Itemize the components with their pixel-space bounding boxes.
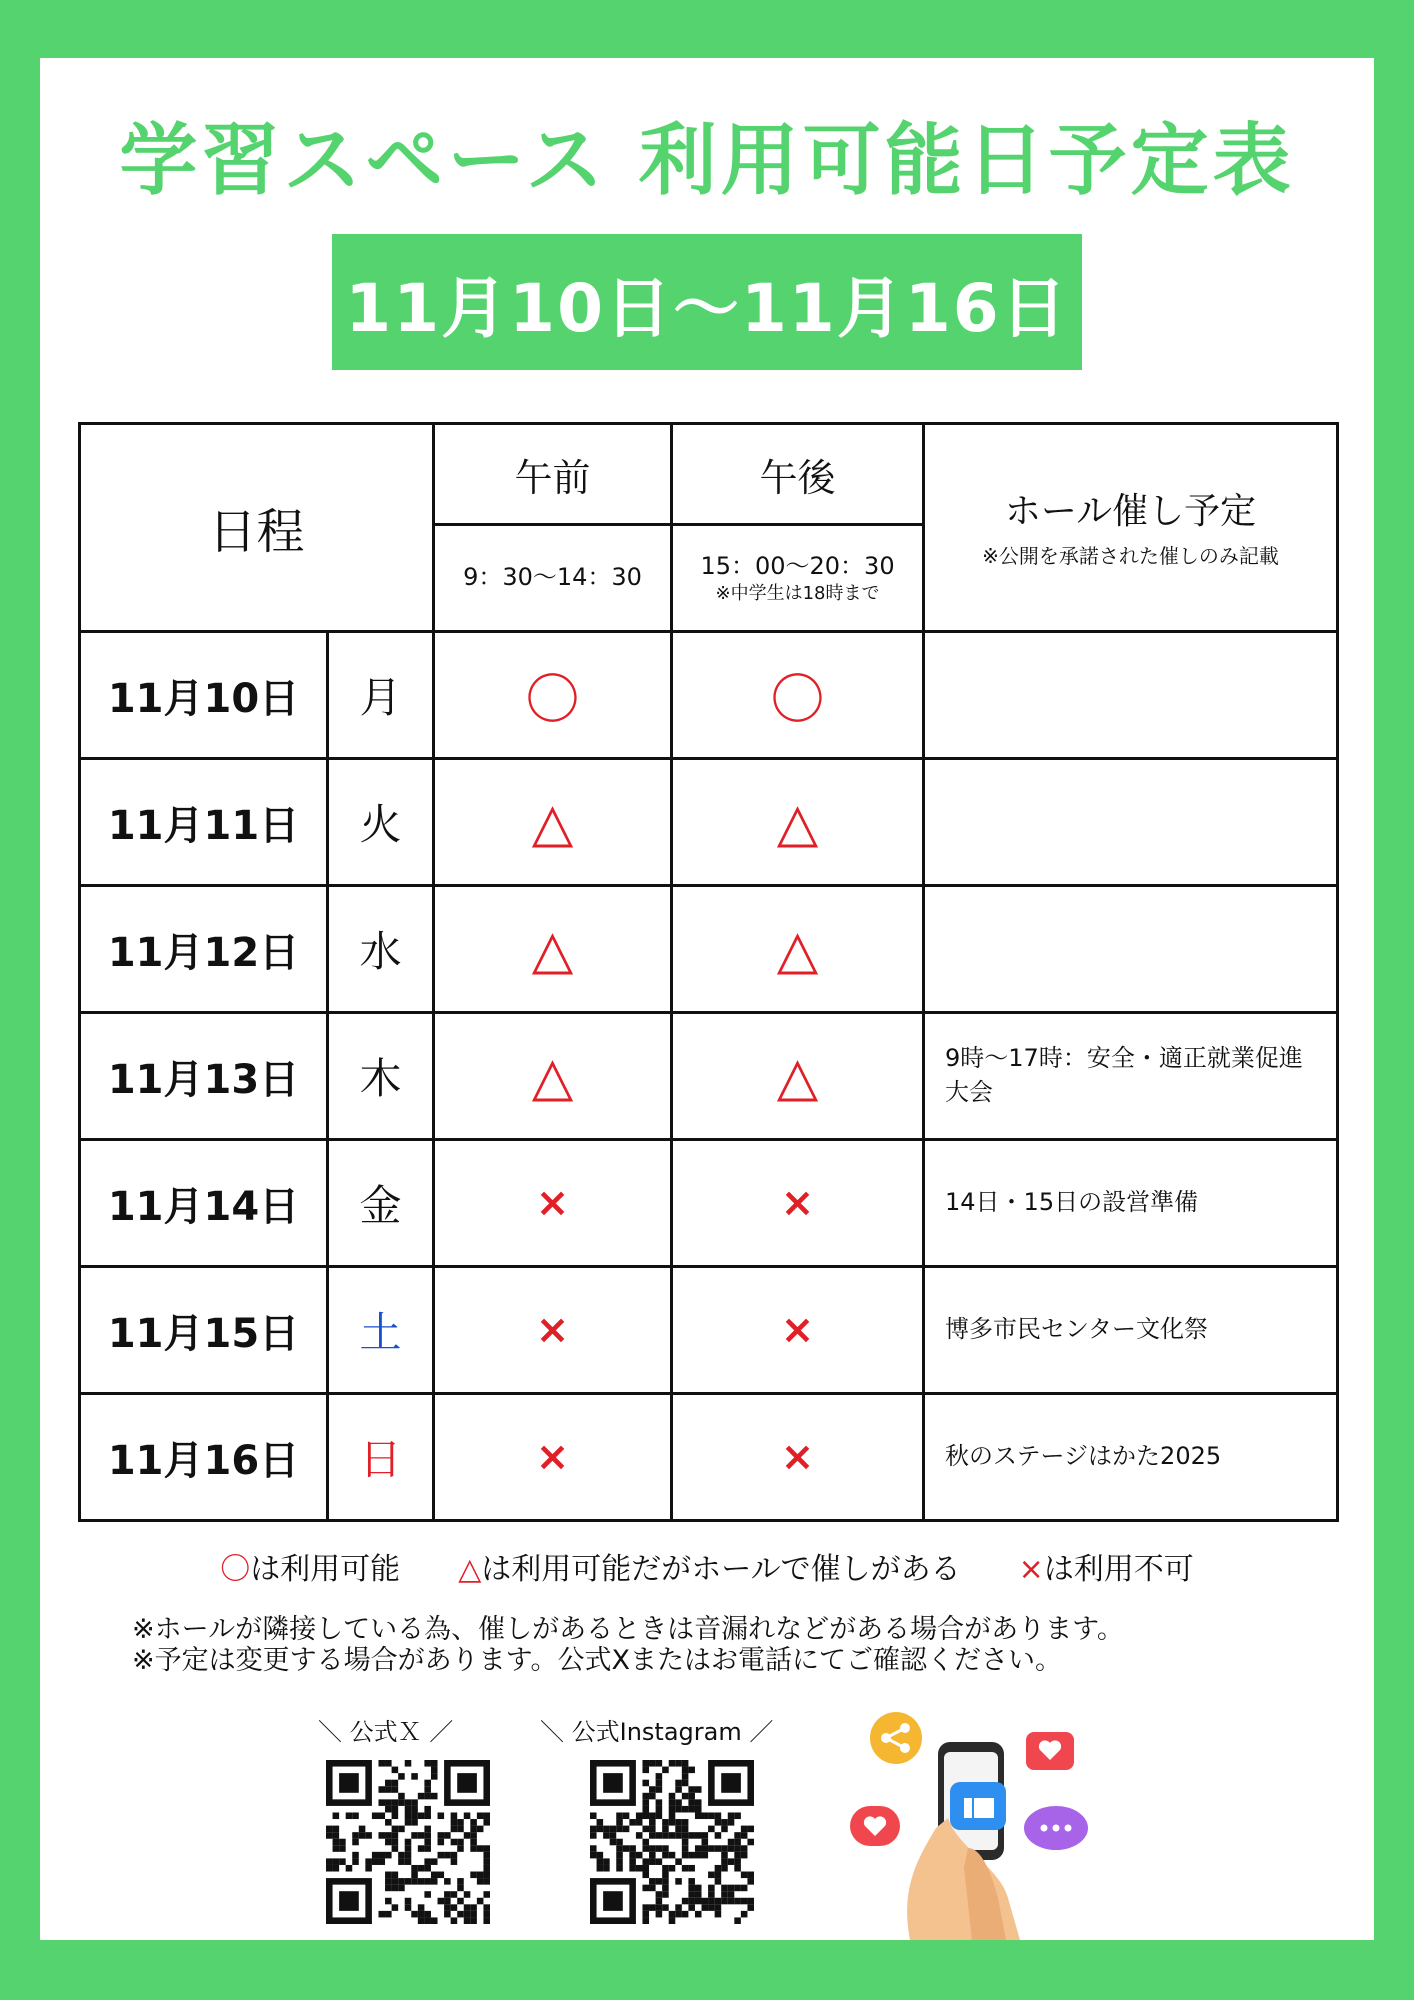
row-date: 11月14日 [80,1140,328,1267]
row-date: 11月15日 [80,1267,328,1394]
am-status-mark: △ [434,886,672,1013]
date-range-banner: 11月10日～11月16日 [332,234,1082,370]
flyer-sheet [40,58,1374,1940]
pm-status-mark: × [672,1140,924,1267]
row-date: 11月11日 [80,759,328,886]
like-bubble-icon [950,1782,1006,1830]
notes [132,1614,1124,1676]
table-row [80,1394,1338,1521]
heart-bubble-icon [850,1806,900,1846]
row-date: 11月16日 [80,1394,328,1521]
qr-x-label: ＼ 公式Ｘ ／ [318,1718,454,1746]
header-pm-time [672,525,924,632]
legend-cross-text: は利用不可 [1043,1552,1194,1587]
am-status-mark: 〇 [434,632,672,759]
row-date: 11月10日 [80,632,328,759]
pm-status-mark: × [672,1394,924,1521]
row-event [924,759,1338,886]
row-weekday: 水 [328,886,434,1013]
table-row [80,1267,1338,1394]
am-status-mark: × [434,1140,672,1267]
legend-circle [220,1544,400,1588]
header-pm-note: ※中学生は18時まで [715,582,880,604]
row-weekday: 木 [328,1013,434,1140]
qr-code-instagram-icon[interactable] [590,1760,754,1924]
header-hall [924,424,1338,632]
pm-status-mark: △ [672,886,924,1013]
row-weekday: 日 [328,1394,434,1521]
qr-instagram-label: ＼ 公式Instagram ／ [540,1718,774,1746]
row-date: 11月13日 [80,1013,328,1140]
table-row [80,632,1338,759]
row-weekday: 月 [328,632,434,759]
triangle-symbol: △ [458,1552,482,1587]
table-row [80,1013,1338,1140]
table-row [80,759,1338,886]
header-am-time: 9：30～14：30 [434,525,672,632]
row-event [924,632,1338,759]
row-weekday: 土 [328,1267,434,1394]
am-status-mark: △ [434,759,672,886]
table-row [80,1140,1338,1267]
pm-status-mark: △ [672,1013,924,1140]
header-pm-time-label: 15：00～20：30 [700,551,895,580]
header-pm: 午後 [672,424,924,525]
row-date: 11月12日 [80,886,328,1013]
row-event: 9時～17時：安全・適正就業促進大会 [924,1013,1338,1140]
header-am: 午前 [434,424,672,525]
row-event: 14日・15日の設営準備 [924,1140,1338,1267]
heart-bubble-icon [1026,1732,1074,1770]
pm-status-mark: × [672,1267,924,1394]
am-status-mark: × [434,1394,672,1521]
row-event: 秋のステージはかた2025 [924,1394,1338,1521]
table-row [80,886,1338,1013]
legend-triangle [458,1544,960,1588]
legend-triangle-text: は利用可能だがホールで催しがある [481,1552,961,1587]
cross-symbol: × [1018,1552,1044,1587]
pm-status-mark: △ [672,759,924,886]
row-event: 博多市民センター文化祭 [924,1267,1338,1394]
header-schedule: 日程 [80,424,434,632]
chat-bubble-icon [1024,1806,1088,1850]
note-line: ※予定は変更する場合があります。公式Xまたはお電話にてご確認ください。 [132,1645,1062,1676]
am-status-mark: △ [434,1013,672,1140]
circle-symbol: 〇 [220,1552,251,1587]
row-weekday: 金 [328,1140,434,1267]
social-media-illustration [840,1698,1140,1940]
am-status-mark: × [434,1267,672,1394]
row-event [924,886,1338,1013]
legend-circle-text: は利用可能 [250,1552,401,1587]
header-hall-note: ※公開を承諾された催しのみ記載 [982,544,1279,569]
qr-code-x-icon[interactable] [326,1760,490,1924]
legend [40,1544,1374,1588]
share-icon [870,1712,922,1764]
pm-status-mark: 〇 [672,632,924,759]
schedule-table [78,422,1339,1522]
note-line: ※ホールが隣接している為、催しがあるときは音漏れなどがある場合があります。 [132,1614,1124,1645]
legend-cross [1019,1544,1194,1588]
header-hall-label: ホール催し予定 [1004,490,1257,532]
row-weekday: 火 [328,759,434,886]
page-title: 学習スペース 利用可能日予定表 [119,116,1295,206]
